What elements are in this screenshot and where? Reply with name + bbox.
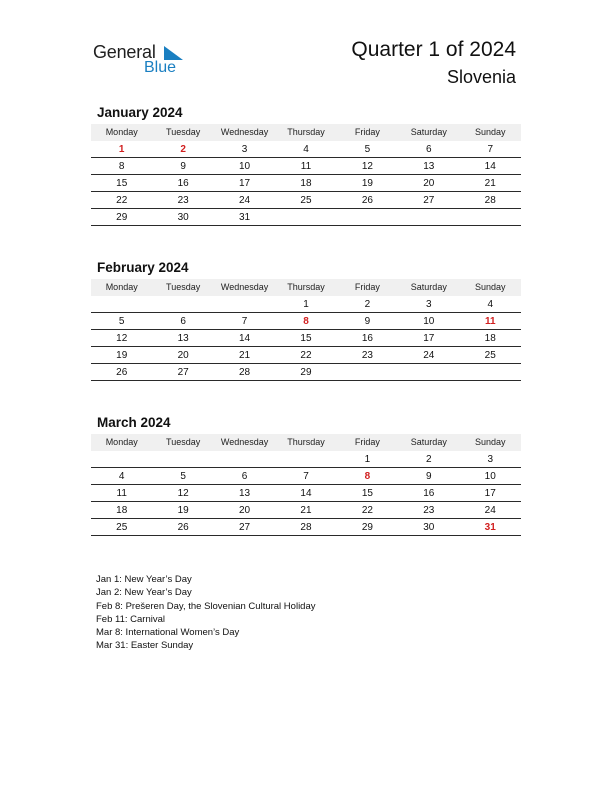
week-row: [91, 141, 521, 158]
generalblue-logo: [93, 42, 193, 78]
week-rows: [91, 141, 521, 226]
day-cell: 16: [423, 488, 435, 499]
day-cell: 12: [361, 161, 373, 172]
day-cell: 8: [364, 471, 371, 482]
day-cell: 19: [177, 505, 189, 516]
logo-word-general: General: [93, 42, 156, 62]
day-cell: 15: [361, 488, 373, 499]
weekday-label: Friday: [354, 127, 380, 137]
week-row: [91, 313, 521, 330]
day-cell: 5: [364, 144, 371, 155]
day-cell: 11: [484, 316, 496, 327]
day-cell: 20: [238, 505, 251, 516]
page-title: Quarter 1 of 2024: [351, 38, 516, 61]
empty-day-cell: [91, 451, 152, 467]
day-cell: 6: [241, 471, 248, 482]
day-cell: 30: [177, 212, 189, 223]
day-cell: 22: [300, 350, 312, 361]
weekday-label: Saturday: [410, 437, 447, 447]
week-row: [91, 485, 521, 502]
weekday-label: Friday: [354, 282, 380, 292]
day-cell: 28: [300, 522, 312, 533]
day-cell: 16: [177, 178, 189, 189]
day-cell: 25: [484, 350, 496, 361]
month-title: February 2024: [97, 260, 189, 275]
day-cell: 26: [116, 367, 128, 378]
day-cell: 29: [116, 212, 128, 223]
day-cell: 28: [238, 367, 251, 378]
day-cell: 7: [303, 471, 309, 482]
week-rows: [91, 296, 521, 381]
week-row: [91, 175, 521, 192]
weekday-label: Wednesday: [220, 127, 269, 137]
day-cell: 11: [116, 488, 127, 499]
day-cell: 21: [484, 178, 496, 189]
empty-day-cell: [398, 209, 459, 225]
weekday-label: Thursday: [287, 282, 325, 292]
logo-triangle-icon: [161, 46, 183, 60]
day-cell: 3: [241, 144, 248, 155]
day-cell: 17: [484, 488, 496, 499]
month-title: January 2024: [97, 105, 183, 120]
day-cell: 13: [423, 161, 435, 172]
day-cell: 9: [426, 471, 432, 482]
day-cell: 27: [238, 522, 251, 533]
weekday-label: Monday: [105, 437, 138, 447]
weekday-label: Wednesday: [220, 437, 269, 447]
day-cell: 3: [487, 454, 494, 465]
week-row: [91, 330, 521, 347]
weekday-header: [91, 434, 521, 451]
weekday-header: [91, 279, 521, 296]
day-cell: 20: [423, 178, 435, 189]
week-row: [91, 451, 521, 468]
day-cell: 12: [116, 333, 128, 344]
day-cell: 2: [364, 299, 371, 310]
day-cell: 10: [484, 471, 496, 482]
holiday-item: Feb 8: Prešeren Day, the Slovenian Cultural Holiday: [96, 600, 316, 612]
day-cell: 14: [300, 488, 312, 499]
week-row: [91, 209, 521, 226]
weekday-label: Tuesday: [166, 437, 201, 447]
holiday-item: Feb 11: Carnival: [96, 613, 165, 625]
day-cell: 13: [177, 333, 189, 344]
month-calendar-january: [91, 104, 521, 226]
weekday-label: Monday: [105, 127, 138, 137]
day-cell: 17: [238, 178, 251, 189]
weekday-label: Saturday: [410, 127, 447, 137]
day-cell: 9: [364, 316, 371, 327]
day-cell: 25: [300, 195, 312, 206]
weekday-label: Thursday: [287, 437, 325, 447]
day-cell: 18: [300, 178, 312, 189]
logo-word-blue: Blue: [144, 59, 177, 76]
day-cell: 31: [484, 522, 496, 533]
day-cell: 29: [361, 522, 373, 533]
week-row: [91, 347, 521, 364]
week-rows: [91, 451, 521, 536]
day-cell: 2: [426, 454, 432, 465]
week-row: [91, 364, 521, 381]
weekday-label: Wednesday: [220, 282, 269, 292]
day-cell: 5: [180, 471, 186, 482]
day-cell: 15: [116, 178, 128, 189]
day-cell: 6: [180, 316, 186, 327]
day-cell: 7: [241, 316, 248, 327]
day-cell: 12: [177, 488, 189, 499]
day-cell: 1: [118, 144, 125, 155]
month-calendar-march: [91, 414, 521, 536]
weekday-label: Sunday: [474, 282, 506, 292]
empty-day-cell: [275, 209, 336, 225]
day-cell: 16: [361, 333, 373, 344]
day-cell: 14: [484, 161, 496, 172]
holiday-item: Jan 1: New Year’s Day: [96, 574, 192, 585]
empty-day-cell: [152, 451, 213, 467]
empty-day-cell: [214, 296, 275, 312]
day-cell: 21: [238, 350, 251, 361]
day-cell: 24: [484, 505, 496, 516]
day-cell: 6: [426, 144, 432, 155]
day-cell: 25: [116, 522, 128, 533]
weekday-label: Tuesday: [166, 282, 201, 292]
day-cell: 22: [361, 505, 373, 516]
day-cell: 24: [238, 195, 251, 206]
day-cell: 29: [300, 367, 312, 378]
day-cell: 15: [300, 333, 312, 344]
day-cell: 8: [118, 161, 125, 172]
day-cell: 21: [300, 505, 312, 516]
day-cell: 9: [180, 161, 186, 172]
weekday-label: Sunday: [474, 437, 506, 447]
day-cell: 1: [303, 299, 309, 310]
day-cell: 17: [423, 333, 435, 344]
day-cell: 27: [177, 367, 189, 378]
day-cell: 19: [361, 178, 373, 189]
empty-day-cell: [275, 451, 336, 467]
week-row: [91, 296, 521, 313]
day-cell: 19: [116, 350, 128, 361]
day-cell: 10: [238, 161, 251, 172]
holiday-item: Mar 8: International Women’s Day: [96, 627, 240, 639]
week-row: [91, 158, 521, 175]
day-cell: 26: [177, 522, 189, 533]
empty-day-cell: [214, 451, 275, 467]
day-cell: 24: [423, 350, 435, 361]
day-cell: 28: [484, 195, 496, 206]
holiday-item: Jan 2: New Year’s Day: [96, 587, 192, 599]
day-cell: 30: [423, 522, 435, 533]
day-cell: 22: [116, 195, 128, 206]
holiday-list: [96, 573, 316, 653]
empty-day-cell: [460, 209, 521, 225]
weekday-label: Saturday: [410, 282, 447, 292]
week-row: [91, 192, 521, 209]
week-row: [91, 519, 521, 536]
day-cell: 4: [118, 471, 125, 482]
day-cell: 31: [238, 212, 251, 223]
day-cell: 10: [423, 316, 435, 327]
day-cell: 7: [487, 144, 494, 155]
day-cell: 8: [303, 316, 309, 327]
day-cell: 27: [423, 195, 435, 206]
day-cell: 18: [484, 333, 496, 344]
day-cell: 23: [361, 350, 373, 361]
empty-day-cell: [91, 296, 152, 312]
day-cell: 1: [364, 454, 371, 465]
day-cell: 4: [303, 144, 309, 155]
day-cell: 5: [118, 316, 125, 327]
weekday-label: Thursday: [287, 127, 325, 137]
weekday-label: Friday: [354, 437, 380, 447]
day-cell: 4: [487, 299, 494, 310]
empty-day-cell: [460, 364, 521, 380]
weekday-label: Monday: [105, 282, 138, 292]
weekday-label: Sunday: [474, 127, 506, 137]
holiday-item: Mar 31: Easter Sunday: [96, 640, 194, 652]
empty-day-cell: [398, 364, 459, 380]
empty-day-cell: [337, 364, 398, 380]
day-cell: 14: [238, 333, 251, 344]
day-cell: 26: [361, 195, 373, 206]
month-title: March 2024: [97, 415, 171, 430]
day-cell: 18: [116, 505, 128, 516]
country-name: Slovenia: [446, 67, 516, 87]
day-cell: 2: [180, 144, 186, 155]
empty-day-cell: [152, 296, 213, 312]
day-cell: 23: [423, 505, 435, 516]
day-cell: 3: [426, 299, 432, 310]
empty-day-cell: [337, 209, 398, 225]
day-cell: 20: [177, 350, 189, 361]
day-cell: 11: [300, 161, 312, 172]
weekday-header: [91, 124, 521, 141]
day-cell: 13: [238, 488, 251, 499]
week-row: [91, 502, 521, 519]
weekday-label: Tuesday: [166, 127, 201, 137]
day-cell: 23: [177, 195, 189, 206]
week-row: [91, 468, 521, 485]
month-calendar-february: [91, 259, 521, 381]
